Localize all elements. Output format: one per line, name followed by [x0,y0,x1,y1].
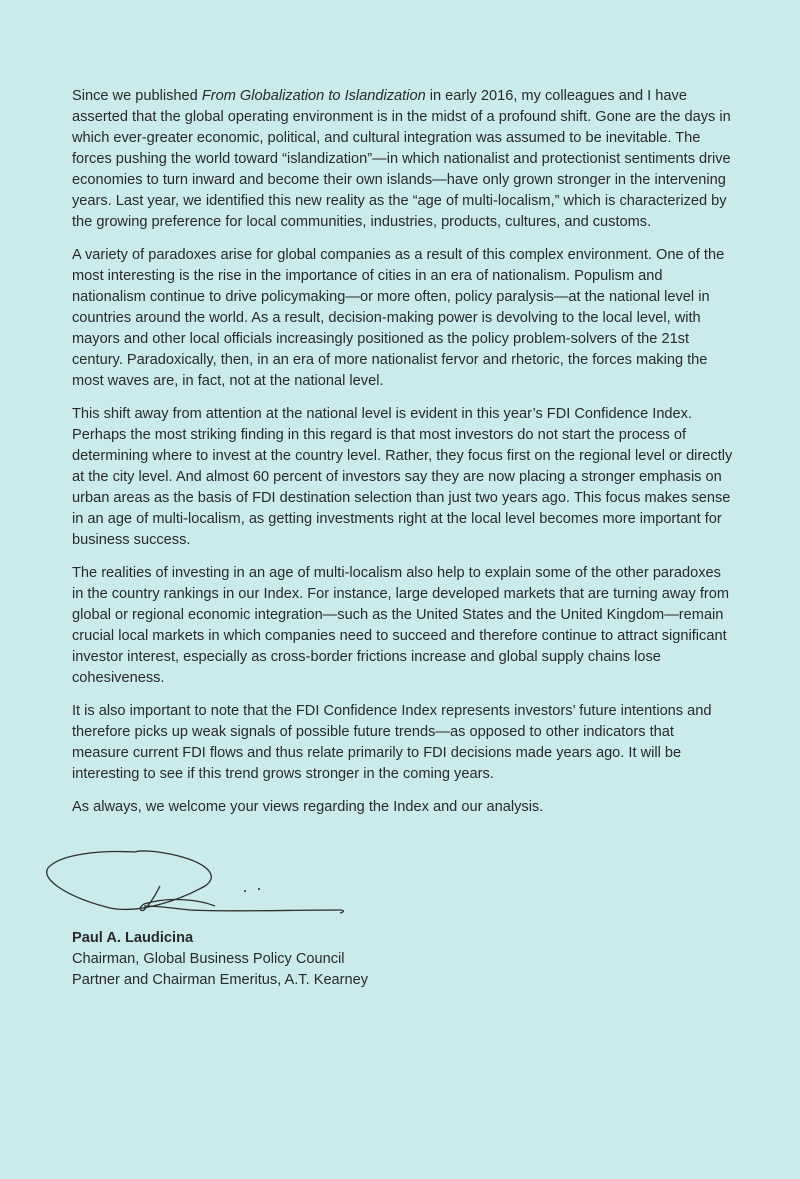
signatory-title-1: Chairman, Global Business Policy Council [72,951,345,967]
handwritten-signature [40,838,360,928]
paragraph-2: A variety of paradoxes arise for global companies as a result of this complex environment. One of the most interesting is the rise in the importance of cities in an era of nationalism. Populism and nationalism continue to drive policymaking—or more often, policy paralysis—at the national level in countries around the world. As a result, decision-making power is devolving to the local level, with mayors and other local officials increasingly positioned as the policy problem-solvers of the 21st century. Paradoxically, then, in an era of more nationalist fervor and rhetoric, the forces making the most waves are, in fact, not at the national level. [72,247,725,389]
paragraph-6: As always, we welcome your views regarding the Index and our analysis. [72,799,544,815]
paragraph-1-intro: Since we published [72,88,202,104]
paragraph-4: The realities of investing in an age of multi-localism also help to explain some of the other paradoxes in the country rankings in our Index. For instance, large developed markets that are turning away from global or regional economic integration—such as the United States and the United Kingdom—remain crucial local markets in which companies need to succeed and therefore continue to attract significant investor interest, especially as cross-border frictions increase and global supply chains lose cohesiveness. [72,565,730,686]
signatory-name: Paul A. Laudicina [72,930,194,946]
publication-title: From Globalization to Islandization [201,88,426,104]
paragraph-5: It is also important to note that the FDI Confidence Index represents investors’ future intentions and therefore picks up weak signals of possible future trends—as opposed to other indicators that measure current FDI flows and thus relate primarily to FDI decisions made years ago. It will be interesting to see if this trend grows stronger in the coming years. [72,703,712,782]
paragraph-3: This shift away from attention at the national level is evident in this year’s FDI Confidence Index. Perhaps the most striking finding in this regard is that most investors do not start the process of determining where to invest at the country level. Rather, they focus first on the regional level or directly at the city level. And almost 60 percent of investors say they are now placing a stronger emphasis on urban areas as the basis of FDI destination selection than just two years ago. This focus makes sense in an age of multi-localism, as getting investments right at the local level becomes more important for business success. [72,406,733,548]
signature-block [72,928,368,991]
signatory-title-2: Partner and Chairman Emeritus, A.T. Kearney [72,972,369,988]
paragraph-1-text: in early 2016, my colleagues and I have asserted that the global operating environment is in the midst of a profound shift. Gone are the days in which ever-greater economic, political, and cultural integration was assumed to be inevitable. The forces pushing the world toward “islandization”—in which nationalist and protectionist sentiments drive economies to turn inward and become their own islands—have only grown stronger in the intervening years. Last year, we identified this new reality as the “age of multi-localism,” which is characterized by the growing preference for local communities, industries, products, cultures, and customs. [72,88,731,230]
paragraph-1 [72,86,734,233]
letter-body [72,86,734,830]
